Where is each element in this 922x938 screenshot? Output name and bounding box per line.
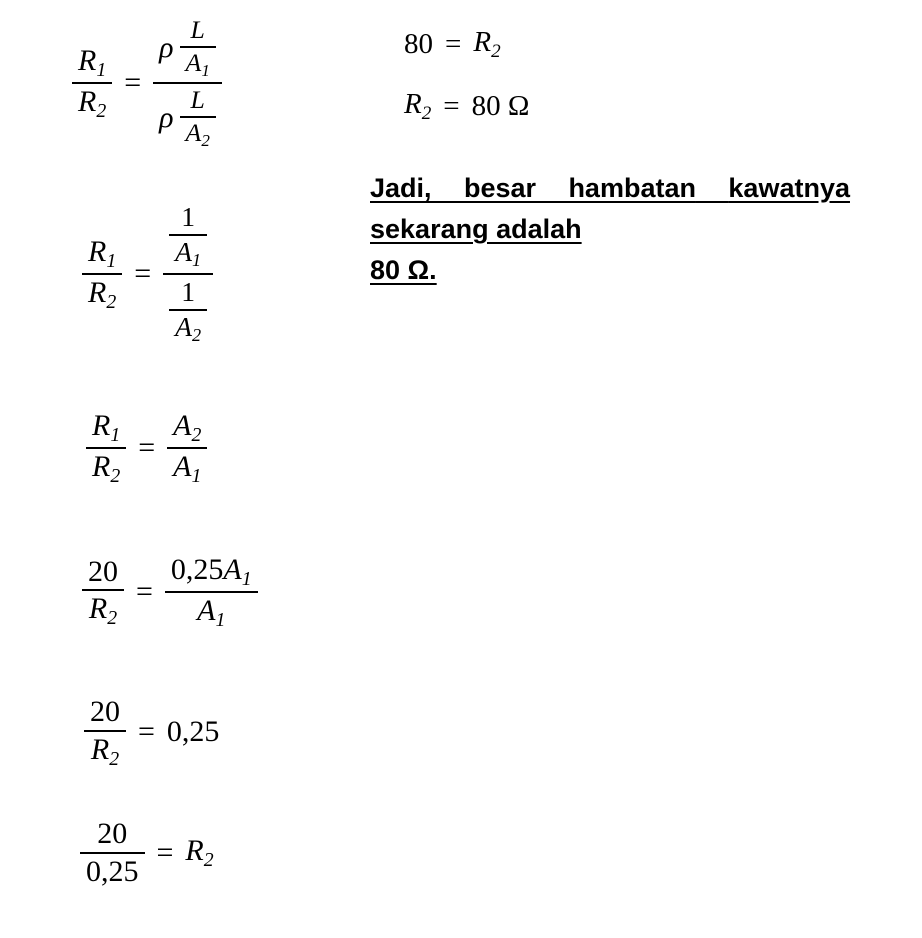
equation-3-lhs: $\frac{R1}{R2}$ — [86, 408, 126, 488]
equals-sign: = — [138, 431, 156, 465]
result-2-left: R2 — [404, 88, 432, 124]
equation-2 — [82, 200, 213, 347]
equals-sign: = — [134, 256, 152, 290]
conclusion-line-2: kawatnya sekarang adalah — [370, 173, 850, 245]
equation-3-rhs: $\frac{A2}{A1}$ — [167, 408, 207, 488]
equation-1-rhs-numerator: ρ $\frac{L}{A1}$ — [153, 14, 222, 82]
conclusion-text — [370, 168, 850, 291]
equation-1-rhs-denominator: ρ $\frac{L}{A2}$ — [153, 84, 222, 152]
conclusion-line-1: Jadi, besar hambatan — [370, 173, 696, 203]
one-over-a2: $\frac{1}{A2}$ — [169, 276, 207, 347]
equation-6-lhs: $\frac{20}{0,25}$ — [80, 816, 145, 889]
equation-3 — [86, 408, 207, 488]
equals-sign: = — [445, 27, 462, 60]
equals-sign: = — [156, 835, 174, 869]
equation-4 — [82, 552, 258, 632]
conclusion-line-3: 80 Ω. — [370, 255, 437, 286]
equation-5 — [84, 694, 219, 771]
equals-sign: = — [443, 89, 460, 122]
result-2 — [404, 88, 529, 125]
equation-4-rhs: $\frac{0,25A1}{A1}$ — [165, 552, 258, 632]
result-1 — [404, 26, 501, 63]
result-2-value: 80 Ω — [471, 89, 530, 122]
equation-2-lhs: $\frac{R1}{R2}$ — [82, 234, 122, 314]
equation-4-lhs: $\frac{20}{R2}$ — [82, 554, 124, 631]
equation-5-rhs: 0,25 — [166, 715, 220, 749]
equation-1-lhs-numerator: R1 — [78, 43, 107, 81]
one-over-a1: $\frac{1}{A1}$ — [169, 201, 207, 272]
equals-sign: = — [136, 575, 153, 609]
equation-6 — [80, 816, 214, 889]
equation-5-lhs: $\frac{20}{R2}$ — [84, 694, 126, 771]
equals-sign: = — [138, 715, 155, 749]
result-1-right: R2 — [473, 26, 501, 62]
equation-2-rhs — [163, 200, 213, 347]
equation-1-lhs — [72, 43, 112, 123]
result-1-left: 80 — [404, 27, 433, 60]
rho-l-over-a2: $\frac{L}{A2}$ — [180, 85, 216, 151]
rho-l-over-a1: $\frac{L}{A1}$ — [180, 15, 216, 81]
equation-1-lhs-denominator: R2 — [78, 85, 107, 122]
equation-1 — [72, 14, 222, 152]
equation-6-rhs: R2 — [185, 833, 214, 871]
equation-1-rhs — [153, 14, 222, 152]
equals-sign: = — [124, 66, 142, 100]
